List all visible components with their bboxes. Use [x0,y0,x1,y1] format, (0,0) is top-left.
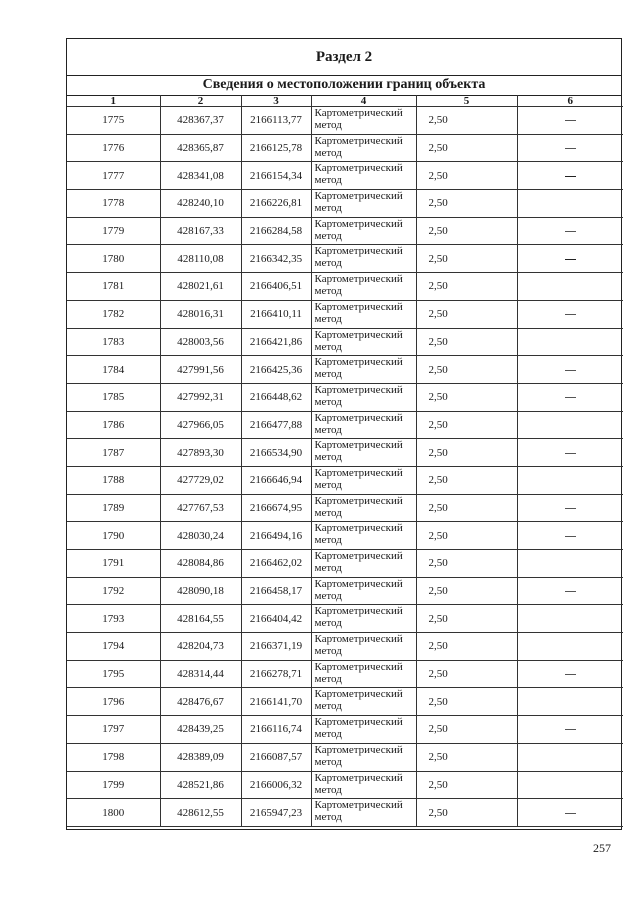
coordinate-y: 2166534,90 [241,439,311,467]
description-cell [517,550,623,578]
coordinate-x: 428476,67 [160,688,241,716]
dash-mark [565,176,576,177]
table-row [67,550,623,578]
method-cell [311,743,416,771]
description-cell [517,245,623,273]
dash-mark [565,508,576,509]
coordinate-x: 428240,10 [160,190,241,218]
table-row [67,328,623,356]
method-cell [311,522,416,550]
table-row [67,383,623,411]
dash-mark [565,813,576,814]
coordinate-x: 428110,08 [160,245,241,273]
method-cell [311,466,416,494]
method-line-2: метод [314,755,342,768]
point-number: 1789 [67,494,160,522]
coordinate-y: 2166141,70 [241,688,311,716]
point-number: 1777 [67,162,160,190]
precision-value: 2,50 [416,716,517,744]
description-cell [517,743,623,771]
point-number: 1783 [67,328,160,356]
description-cell [517,494,623,522]
precision-value: 2,50 [416,162,517,190]
method-line-1: Картометрический [314,356,403,369]
method-line-1: Картометрический [314,439,403,452]
coordinate-y: 2166458,17 [241,577,311,605]
description-cell [517,660,623,688]
point-number: 1775 [67,107,160,135]
description-cell [517,577,623,605]
coordinate-x: 428016,31 [160,300,241,328]
coordinate-x: 427966,05 [160,411,241,439]
coordinate-y: 2166278,71 [241,660,311,688]
column-header-3: 3 [241,95,311,107]
coordinate-x: 428090,18 [160,577,241,605]
description-cell [517,771,623,799]
point-number: 1782 [67,300,160,328]
coordinate-y: 2166226,81 [241,190,311,218]
precision-value: 2,50 [416,605,517,633]
description-cell [517,688,623,716]
table-row [67,799,623,827]
method-cell [311,245,416,273]
method-line-2: метод [314,119,342,131]
description-cell [517,439,623,467]
method-line-1: Картометрический [314,799,403,812]
method-line-2: метод [314,257,342,270]
method-line-1: Картометрический [314,328,403,341]
point-number: 1796 [67,688,160,716]
description-cell [517,217,623,245]
method-cell [311,494,416,522]
method-cell [311,134,416,162]
method-cell [311,328,416,356]
coordinate-x: 428003,56 [160,328,241,356]
description-cell [517,328,623,356]
dash-mark [565,314,576,315]
coordinate-y: 2166646,94 [241,466,311,494]
description-cell [517,605,623,633]
coordinate-y: 2166404,42 [241,605,311,633]
table-row [67,217,623,245]
precision-value: 2,50 [416,107,517,135]
method-line-2: метод [314,589,342,602]
point-number: 1800 [67,799,160,827]
table-row [67,134,623,162]
coordinate-y: 2166425,36 [241,356,311,384]
table-row [67,439,623,467]
method-cell [311,799,416,827]
coordinate-y: 2165947,23 [241,799,311,827]
method-line-1: Картометрический [314,273,403,286]
point-number: 1792 [67,577,160,605]
method-line-1: Картометрический [314,411,403,424]
coordinate-y: 2166113,77 [241,107,311,135]
precision-value: 2,50 [416,411,517,439]
point-number: 1787 [67,439,160,467]
coordinate-x: 428341,08 [160,162,241,190]
description-cell [517,134,623,162]
table-row [67,633,623,661]
method-line-2: метод [314,423,342,436]
method-line-1: Картометрический [314,245,403,258]
precision-value: 2,50 [416,134,517,162]
point-number: 1788 [67,466,160,494]
precision-value: 2,50 [416,550,517,578]
coordinate-y: 2166462,02 [241,550,311,578]
method-line-1: Картометрический [314,550,403,562]
table-row [67,771,623,799]
point-number: 1781 [67,273,160,301]
method-line-1: Картометрический [314,466,403,479]
column-header-4: 4 [311,95,416,107]
coordinate-x: 427992,31 [160,383,241,411]
coordinate-x: 428521,86 [160,771,241,799]
method-line-2: метод [314,285,342,298]
dash-mark [565,536,576,537]
precision-value: 2,50 [416,245,517,273]
section-title: Раздел 2 [67,39,621,76]
coordinate-x: 428314,44 [160,660,241,688]
method-cell [311,688,416,716]
table-row [67,716,623,744]
dash-mark [565,729,576,730]
coordinate-y: 2166494,16 [241,522,311,550]
table-row [67,466,623,494]
dash-mark [565,231,576,232]
method-line-2: метод [314,728,342,741]
precision-value: 2,50 [416,439,517,467]
method-line-2: метод [314,312,342,325]
precision-value: 2,50 [416,466,517,494]
precision-value: 2,50 [416,494,517,522]
boundary-coordinates-table [67,95,623,827]
method-line-1: Картометрический [314,605,403,618]
method-line-2: метод [314,617,342,630]
point-number: 1776 [67,134,160,162]
precision-value: 2,50 [416,383,517,411]
method-line-2: метод [314,451,342,464]
method-line-1: Картометрический [314,577,403,590]
coordinate-x: 428030,24 [160,522,241,550]
method-cell [311,660,416,688]
coordinate-x: 427767,53 [160,494,241,522]
section-subtitle: Сведения о местоположении границ объекта [67,75,621,96]
method-line-1: Картометрический [314,162,403,175]
method-line-2: метод [314,202,342,215]
method-line-1: Картометрический [314,660,403,673]
coordinate-y: 2166125,78 [241,134,311,162]
coordinate-y: 2166116,74 [241,716,311,744]
column-header-1: 1 [67,95,160,107]
point-number: 1786 [67,411,160,439]
dash-mark [565,120,576,121]
coordinate-y: 2166154,34 [241,162,311,190]
description-cell [517,383,623,411]
method-line-1: Картометрический [314,688,403,701]
dash-mark [565,370,576,371]
coordinate-x: 428365,87 [160,134,241,162]
table-row [67,743,623,771]
coordinate-y: 2166006,32 [241,771,311,799]
method-line-2: метод [314,672,342,685]
point-number: 1778 [67,190,160,218]
dash-mark [565,397,576,398]
point-number: 1795 [67,660,160,688]
coordinate-x: 428367,37 [160,107,241,135]
method-cell [311,217,416,245]
method-line-2: метод [314,478,342,491]
method-cell [311,190,416,218]
method-cell [311,411,416,439]
coordinate-y: 2166406,51 [241,273,311,301]
table-row [67,577,623,605]
method-cell [311,107,416,135]
coordinate-x: 427893,30 [160,439,241,467]
coordinate-y: 2166371,19 [241,633,311,661]
coordinate-x: 428164,55 [160,605,241,633]
table-row [67,245,623,273]
method-line-1: Картометрический [314,190,403,203]
coordinate-x: 428167,33 [160,217,241,245]
method-cell [311,300,416,328]
description-cell [517,190,623,218]
method-line-2: метод [314,174,342,187]
method-line-1: Картометрический [314,716,403,729]
table-row [67,494,623,522]
dash-mark [565,674,576,675]
coordinate-y: 2166421,86 [241,328,311,356]
description-cell [517,411,623,439]
method-line-2: метод [314,395,342,408]
dash-mark [565,148,576,149]
column-header-6: 6 [517,95,623,107]
precision-value: 2,50 [416,273,517,301]
coordinate-y: 2166087,57 [241,743,311,771]
point-number: 1791 [67,550,160,578]
table-row [67,190,623,218]
table-row [67,162,623,190]
precision-value: 2,50 [416,771,517,799]
point-number: 1799 [67,771,160,799]
precision-value: 2,50 [416,743,517,771]
description-cell [517,633,623,661]
coordinate-x: 427991,56 [160,356,241,384]
description-cell [517,273,623,301]
coordinate-x: 428612,55 [160,799,241,827]
table-row [67,688,623,716]
coordinate-x: 428021,61 [160,273,241,301]
coordinate-y: 2166448,62 [241,383,311,411]
column-header-5: 5 [416,95,517,107]
description-cell [517,716,623,744]
description-cell [517,466,623,494]
method-line-2: метод [314,340,342,353]
description-cell [517,799,623,827]
method-line-1: Картометрический [314,300,403,313]
method-cell [311,771,416,799]
description-cell [517,522,623,550]
page-number: 257 [593,841,611,855]
method-line-1: Картометрический [314,217,403,230]
table-body [67,107,623,827]
document-frame [66,38,622,830]
dash-mark [565,259,576,260]
precision-value: 2,50 [416,633,517,661]
method-line-1: Картометрический [314,134,403,147]
precision-value: 2,50 [416,660,517,688]
precision-value: 2,50 [416,522,517,550]
method-cell [311,273,416,301]
method-line-2: метод [314,700,342,713]
method-line-1: Картометрический [314,383,403,396]
method-line-1: Картометрический [314,633,403,646]
method-line-1: Картометрический [314,494,403,507]
dash-mark [565,591,576,592]
coordinate-y: 2166477,88 [241,411,311,439]
method-line-1: Картометрический [314,107,403,119]
point-number: 1790 [67,522,160,550]
method-cell [311,605,416,633]
description-cell [517,356,623,384]
table-header-row [67,95,623,107]
coordinate-x: 428204,73 [160,633,241,661]
column-header-2: 2 [160,95,241,107]
table-row [67,411,623,439]
description-cell [517,107,623,135]
coordinate-y: 2166342,35 [241,245,311,273]
method-cell [311,716,416,744]
method-line-2: метод [314,534,342,547]
table-row [67,660,623,688]
method-cell [311,550,416,578]
table-row [67,300,623,328]
method-line-2: метод [314,645,342,658]
point-number: 1797 [67,716,160,744]
method-line-1: Картометрический [314,771,403,784]
coordinate-x: 428084,86 [160,550,241,578]
method-line-2: метод [314,506,342,519]
point-number: 1793 [67,605,160,633]
method-line-2: метод [314,146,342,159]
point-number: 1798 [67,743,160,771]
method-cell [311,577,416,605]
method-line-2: метод [314,229,342,242]
method-cell [311,356,416,384]
point-number: 1779 [67,217,160,245]
point-number: 1794 [67,633,160,661]
method-line-1: Картометрический [314,522,403,535]
precision-value: 2,50 [416,217,517,245]
method-cell [311,439,416,467]
description-cell [517,300,623,328]
method-cell [311,383,416,411]
coordinate-y: 2166674,95 [241,494,311,522]
precision-value: 2,50 [416,688,517,716]
description-cell [517,162,623,190]
precision-value: 2,50 [416,300,517,328]
coordinate-x: 428389,09 [160,743,241,771]
coordinate-x: 427729,02 [160,466,241,494]
point-number: 1780 [67,245,160,273]
method-cell [311,162,416,190]
method-line-2: метод [314,562,342,574]
point-number: 1784 [67,356,160,384]
method-line-1: Картометрический [314,743,403,756]
dash-mark [565,453,576,454]
precision-value: 2,50 [416,328,517,356]
method-line-2: метод [314,368,342,381]
method-line-2: метод [314,783,342,796]
precision-value: 2,50 [416,356,517,384]
coordinate-y: 2166410,11 [241,300,311,328]
table-row [67,605,623,633]
precision-value: 2,50 [416,799,517,827]
table-row [67,107,623,135]
table-row [67,356,623,384]
method-line-2: метод [314,811,342,824]
table-row [67,522,623,550]
point-number: 1785 [67,383,160,411]
precision-value: 2,50 [416,577,517,605]
table-row [67,273,623,301]
coordinate-x: 428439,25 [160,716,241,744]
coordinate-y: 2166284,58 [241,217,311,245]
method-cell [311,633,416,661]
precision-value: 2,50 [416,190,517,218]
